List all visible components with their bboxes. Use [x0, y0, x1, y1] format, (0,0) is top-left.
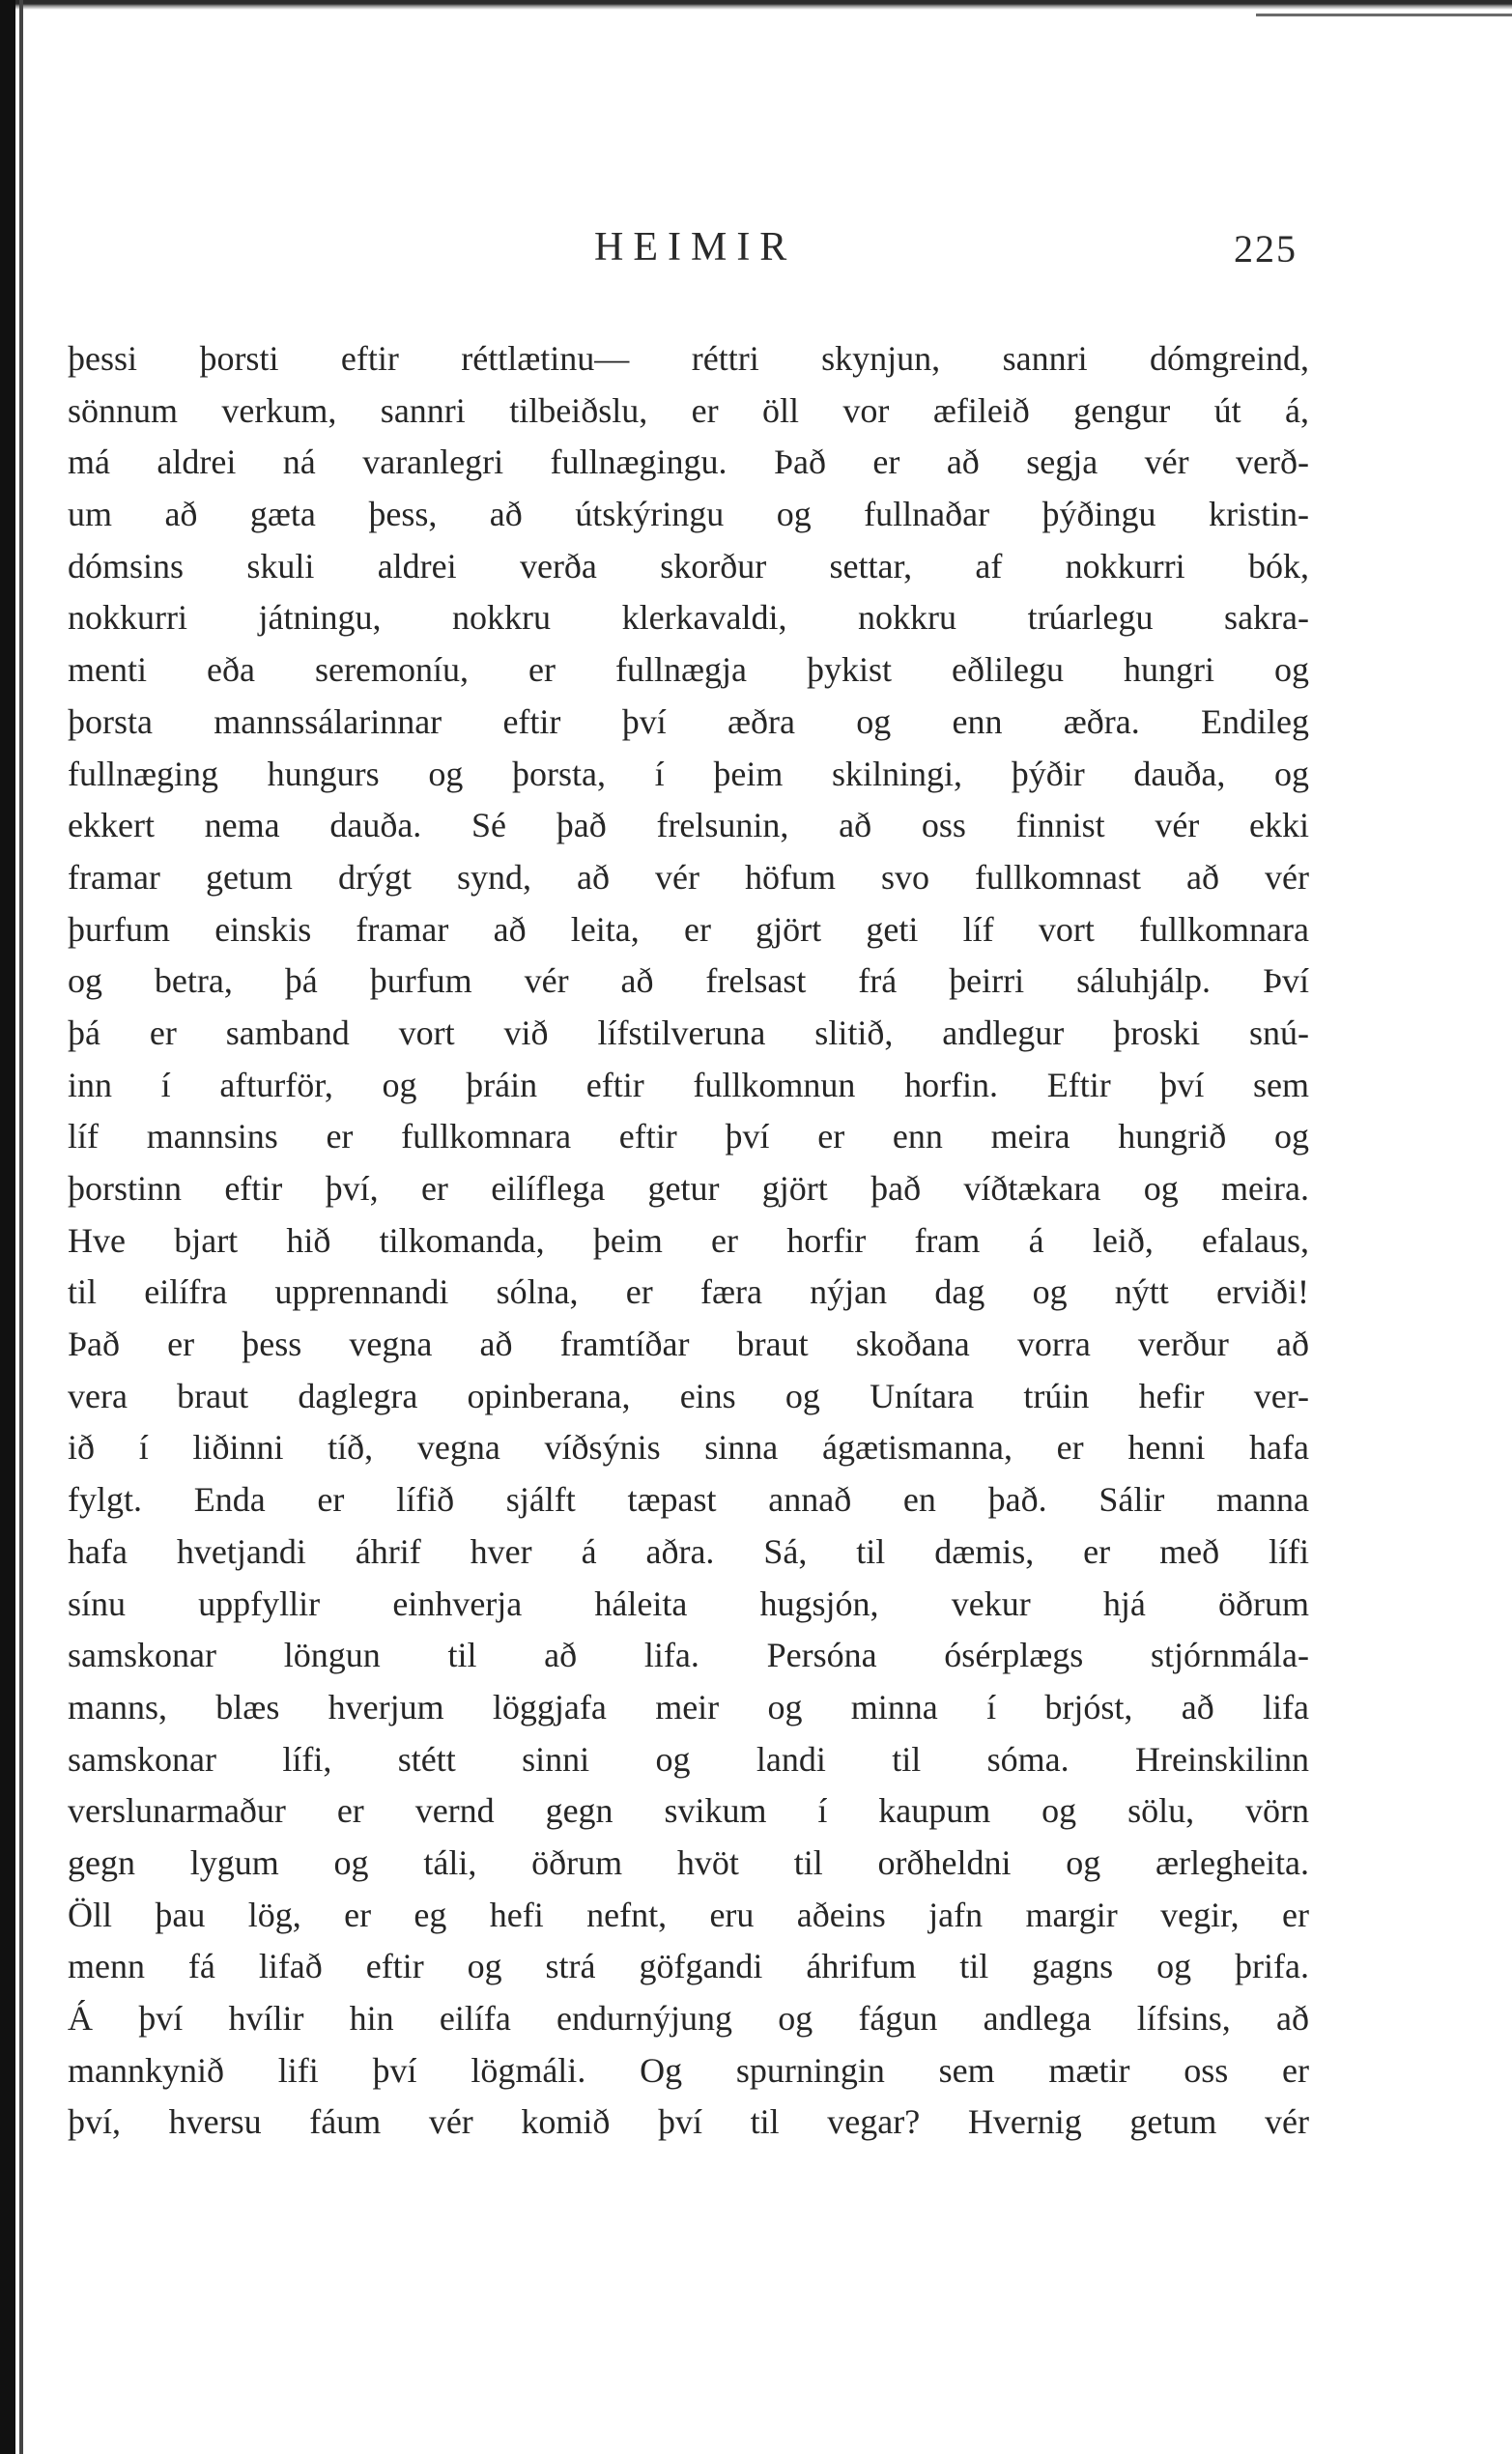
- text-line: mannkynið lifi því lögmáli. Og spurningin sem mætir oss er: [68, 2050, 1309, 2090]
- text-line: Það er þess vegna að framtíðar braut skoðana vorra verður að: [68, 1325, 1309, 1364]
- text-line: dómsins skuli aldrei verða skorður settar, af nokkurri bók,: [68, 546, 1309, 585]
- left-scan-edge: [0, 0, 15, 2454]
- text-line: má aldrei ná varanlegri fullnægingu. Það er að segja vér verð-: [68, 442, 1309, 482]
- text-line: sönnum verkum, sannri tilbeiðslu, er öll vor æfileið gengur út á,: [68, 390, 1309, 430]
- page-number: 225: [1234, 227, 1298, 271]
- text-line: manns, blæs hverjum löggjafa meir og minna í brjóst, að lifa: [68, 1687, 1309, 1726]
- text-line: inn í afturför, og þráin eftir fullkomnun horfin. Eftir því sem: [68, 1065, 1309, 1104]
- text-line: því, hversu fáum vér komið því til vegar? Hvernig getum vér: [68, 2102, 1309, 2142]
- running-title: HEIMIR: [594, 225, 797, 270]
- text-line: Hve bjart hið tilkomanda, þeim er horfir fram á leið, efalaus,: [68, 1220, 1309, 1260]
- text-line: ekkert nema dauða. Sé það frelsunin, að oss finnist vér ekki: [68, 806, 1309, 845]
- text-line: Á því hvílir hin eilífa endurnýjung og fágun andlega lífsins, að: [68, 1999, 1309, 2038]
- text-line: ið í liðinni tíð, vegna víðsýnis sinna ágætismanna, er henni hafa: [68, 1428, 1309, 1468]
- text-line: hafa hvetjandi áhrif hver á aðra. Sá, til dæmis, er með lífi: [68, 1531, 1309, 1571]
- text-line: nokkurri játningu, nokkru klerkavaldi, nokkru trúarlegu sakra-: [68, 598, 1309, 638]
- text-line: líf mannsins er fullkomnara eftir því er enn meira hungrið og: [68, 1117, 1309, 1156]
- text-line: verslunarmaður er vernd gegn svikum í kaupum og sölu, vörn: [68, 1791, 1309, 1831]
- text-line: samskonar löngun til að lifa. Persóna ósérplægs stjórnmála-: [68, 1636, 1309, 1675]
- text-line: þorsta mannssálarinnar eftir því æðra og enn æðra. Endileg: [68, 701, 1309, 741]
- text-line: sínu uppfyllir einhverja háleita hugsjón, vekur hjá öðrum: [68, 1584, 1309, 1623]
- left-scan-edge-inner: [19, 0, 23, 2454]
- text-line: menn fá lifað eftir og strá göfgandi áhrifum til gagns og þrifa.: [68, 1947, 1309, 1986]
- text-line: þessi þorsti eftir réttlætinu— réttri skynjun, sannri dómgreind,: [68, 339, 1309, 378]
- text-line: Öll þau lög, er eg hefi nefnt, eru aðeins jafn margir vegir, er: [68, 1895, 1309, 1934]
- text-line: framar getum drýgt synd, að vér höfum svo fullkomnast að vér: [68, 857, 1309, 897]
- text-line: þorstinn eftir því, er eilíflega getur gjört það víðtækara og meira.: [68, 1169, 1309, 1208]
- text-line: menti eða seremoníu, er fullnægja þykist eðlilegu hungri og: [68, 650, 1309, 690]
- text-line: samskonar lífi, stétt sinni og landi til sóma. Hreinskilinn: [68, 1739, 1309, 1779]
- top-edge-rule-right: [1256, 14, 1512, 16]
- text-line: þá er samband vort við lífstilveruna slitið, andlegur þroski snú-: [68, 1013, 1309, 1052]
- text-line: gegn lygum og táli, öðrum hvöt til orðheldni og ærlegheita.: [68, 1842, 1309, 1882]
- text-line: til eilífra upprennandi sólna, er færa nýjan dag og nýtt erviði!: [68, 1272, 1309, 1312]
- page-header: [77, 224, 1333, 282]
- body-text: [68, 333, 1309, 2149]
- text-line: vera braut daglegra opinberana, eins og Unítara trúin hefir ver-: [68, 1376, 1309, 1415]
- text-line: fullnæging hungurs og þorsta, í þeim skilningi, þýðir dauða, og: [68, 754, 1309, 793]
- text-line: þurfum einskis framar að leita, er gjört geti líf vort fullkomnara: [68, 909, 1309, 949]
- text-line: um að gæta þess, að útskýringu og fullnaðar þýðingu kristin-: [68, 495, 1309, 534]
- text-line: fylgt. Enda er lífið sjálft tæpast annað en það. Sálir manna: [68, 1480, 1309, 1520]
- top-edge-rule: [0, 0, 1512, 10]
- text-line: og betra, þá þurfum vér að frelsast frá þeirri sáluhjálp. Því: [68, 961, 1309, 1001]
